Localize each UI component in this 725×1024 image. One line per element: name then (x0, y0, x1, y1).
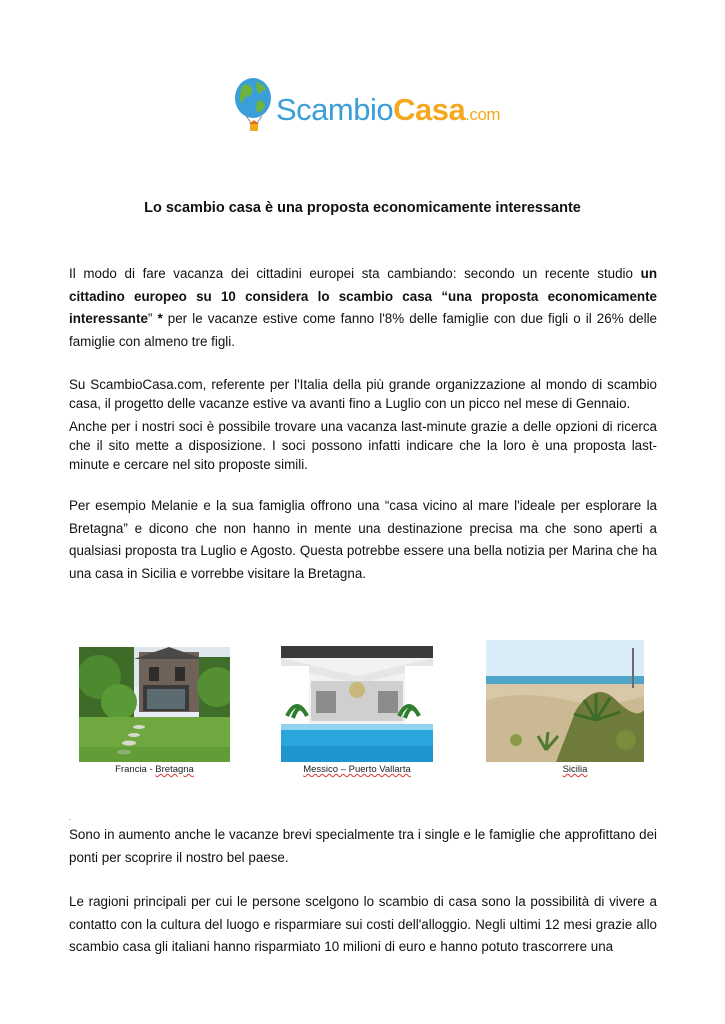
logo-wordmark (276, 92, 500, 128)
p1-text-1: Il modo di fare vacanza dei cittadini europei sta cambiando: secondo un recente studio (69, 266, 641, 281)
caption-bretagna-country: Francia - (115, 764, 156, 775)
paragraph-reasons: Le ragioni principali per cui le persone scelgono lo scambio di casa sono la possibilità di vivere a contatto con la cultura del luogo e risparmiare sui costi dell'alloggio. Negli ultimi 12 mesi grazie allo scambio casa gli italiani hanno risparmiato 10 milioni di euro e hanno potuto trascorrere una (69, 894, 657, 954)
caption-bretagna (79, 764, 230, 775)
paragraph-short-holidays: Sono in aumento anche le vacanze brevi specialmente tra i single e le famiglie che approfittano dei ponti per scoprire il nostro bel paese. (69, 827, 657, 865)
logo-text-casa: Casa (393, 92, 466, 127)
stray-dot: . (69, 813, 72, 822)
photo-bretagna (79, 647, 230, 762)
photo-sicilia (486, 640, 644, 762)
logo-text-com: .com (465, 105, 501, 124)
logo-text-scambio: Scambio (276, 92, 394, 127)
photo-puerto-vallarta (281, 646, 433, 762)
p1-text-3: per le vacanze estive come fanno l'8% delle famiglie con due figli o il 26% delle famiglie con almeno tre figli. (69, 311, 657, 349)
scambiocasa-logo (232, 74, 502, 136)
globe-balloon-icon (232, 74, 278, 136)
paragraph-intro (69, 263, 657, 353)
p1-asterisk: * (157, 311, 163, 326)
p1-bold-1: un cittadino europeo su 10 considera lo scambio casa “una proposta economicamente interessante (69, 266, 657, 326)
caption-pv-place: Messico – Puerto Vallarta (303, 764, 411, 775)
paragraph-example: Per esempio Melanie e la sua famiglia offrono una “casa vicino al mare l'ideale per esplorare la Bretagna” e dicono che non hanno in mente una destinazione precisa ma che sono aperti a qualsiasi proposta tra Luglio e Agosto. Questa potrebbe essere una bella notizia per Marina che ha una casa in Sicilia e vorrebbe visitare la Bretagna. (69, 498, 657, 581)
paragraph-last-minute: Anche per i nostri soci è possibile trovare una vacanza last-minute grazie a delle opzioni di ricerca che il sito mette a disposizione. I soci possono infatti indicare che la loro è una proposta last-minute e cercare nel sito proposte simili. (69, 419, 657, 472)
document-title: Lo scambio casa è una proposta economicamente interessante (144, 200, 581, 216)
caption-sicilia (486, 764, 664, 775)
p1-text-2: ” (147, 311, 158, 326)
caption-bretagna-place: Bretagna (155, 764, 194, 775)
paragraph-scambiocasa: Su ScambioCasa.com, referente per l'Italia della più grande organizzazione al mondo di scambio casa, il progetto delle vacanze estive va avanti fino a Luglio con un picco nel mese di Gennaio. (69, 377, 657, 411)
caption-sicilia-place: Sicilia (562, 764, 588, 775)
caption-puerto-vallarta (281, 764, 433, 775)
